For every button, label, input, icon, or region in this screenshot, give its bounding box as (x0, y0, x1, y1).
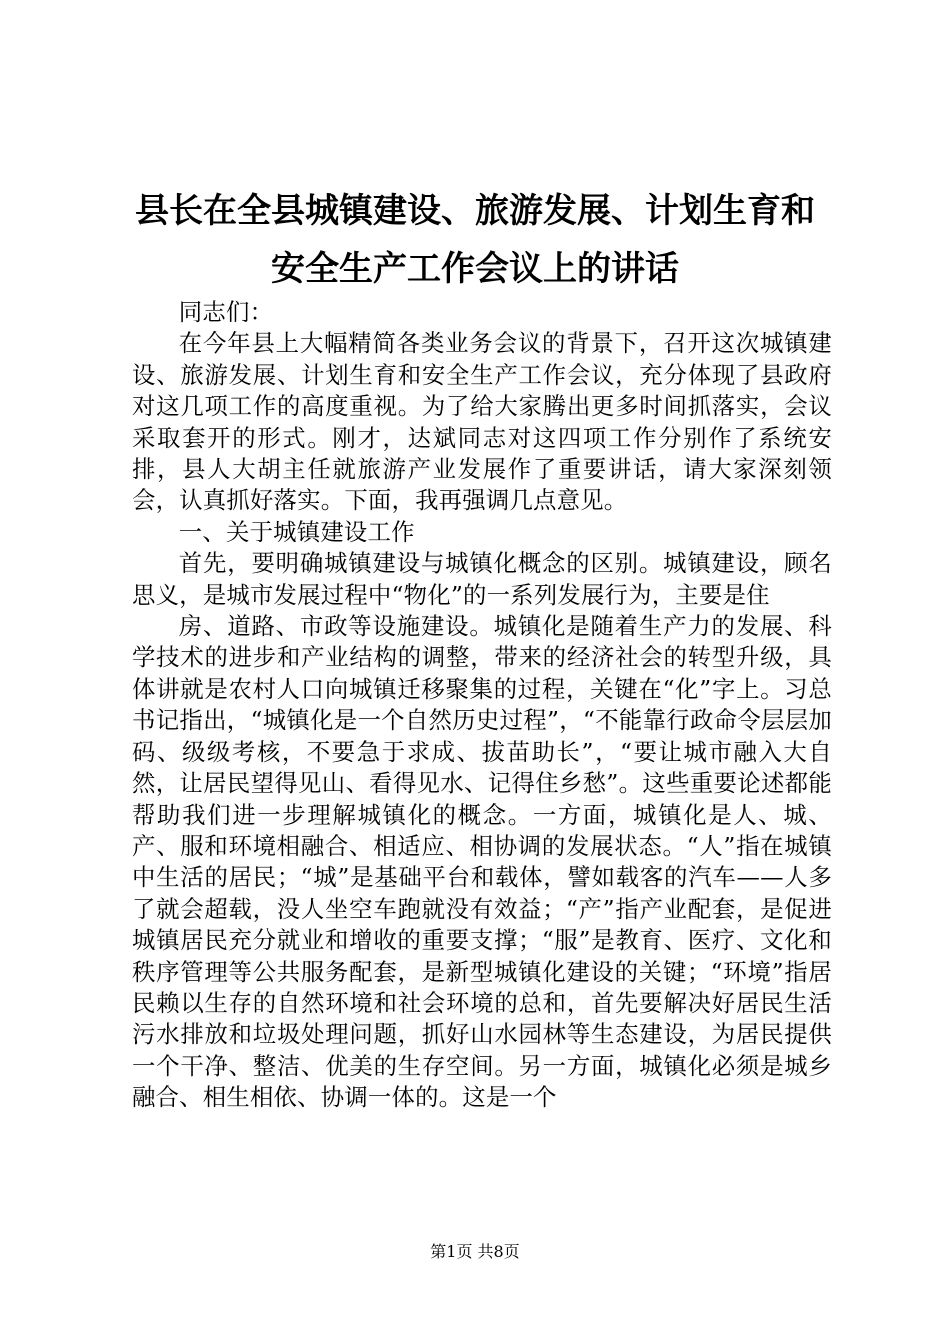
paragraph: 房、道路、市政等设施建设。城镇化是随着生产力的发展、科学技术的进步和产业结构的调整，带来的经济社会的转型升级，具体讲就是农村人口向城镇迁移聚集的过程，关键在“化”字上。习总书记指出，“城镇化是一个自然历史过程”，“不能靠行政命令层层加码、级级考核，不要急于求成、拔苗助长”，“要让城市融入大自然，让居民望得见山、看得见水、记得住乡愁”。这些重要论述都能帮助我们进一步理解城镇化的概念。一方面，城镇化是人、城、产、服和环境相融合、相适应、相协调的发展状态。“人”指在城镇中生活的居民；“城”是基础平台和载体，譬如载客的汽车——人多了就会超载，没人坐空车跑就没有效益；“产”指产业配套，是促进城镇居民充分就业和增收的重要支撑；“服”是教育、医疗、文化和秩序管理等公共服务配套，是新型城镇化建设的关键；“环境”指居民赖以生存的自然环境和社会环境的总和，首先要解决好居民生活污水排放和垃圾处理问题，抓好山水园林等生态建设，为居民提供一个干净、整洁、优美的生存空间。另一方面，城镇化必须是城乡融合、相生相依、协调一体的。这是一个 (132, 612, 832, 1112)
paragraph-intro: 在今年县上大幅精简各类业务会议的背景下，召开这次城镇建设、旅游发展、计划生育和安全生产工作会议，充分体现了县政府对这几项工作的高度重视。为了给大家腾出更多时间抓落实，会议采取套开的形式。刚才，达斌同志对这四项工作分别作了系统安排，县人大胡主任就旅游产业发展作了重要讲话，请大家深刻领会，认真抓好落实。下面，我再强调几点意见。 (132, 329, 832, 515)
section-heading: 一、关于城镇建设工作 (178, 517, 415, 546)
title-line-1: 县长在全县城镇建设、旅游发展、计划生育和 (135, 191, 815, 231)
document-title (120, 182, 830, 298)
paragraph: 首先，要明确城镇建设与城镇化概念的区别。城镇建设，顾名思义，是城市发展过程中“物化”的一系列发展行为，主要是住 (132, 549, 832, 609)
title-line-2: 安全生产工作会议上的讲话 (271, 249, 679, 289)
document-body (132, 297, 832, 1114)
page-footer: 第1页 共8页 (430, 1242, 520, 1261)
salutation: 同志们： (178, 298, 274, 326)
